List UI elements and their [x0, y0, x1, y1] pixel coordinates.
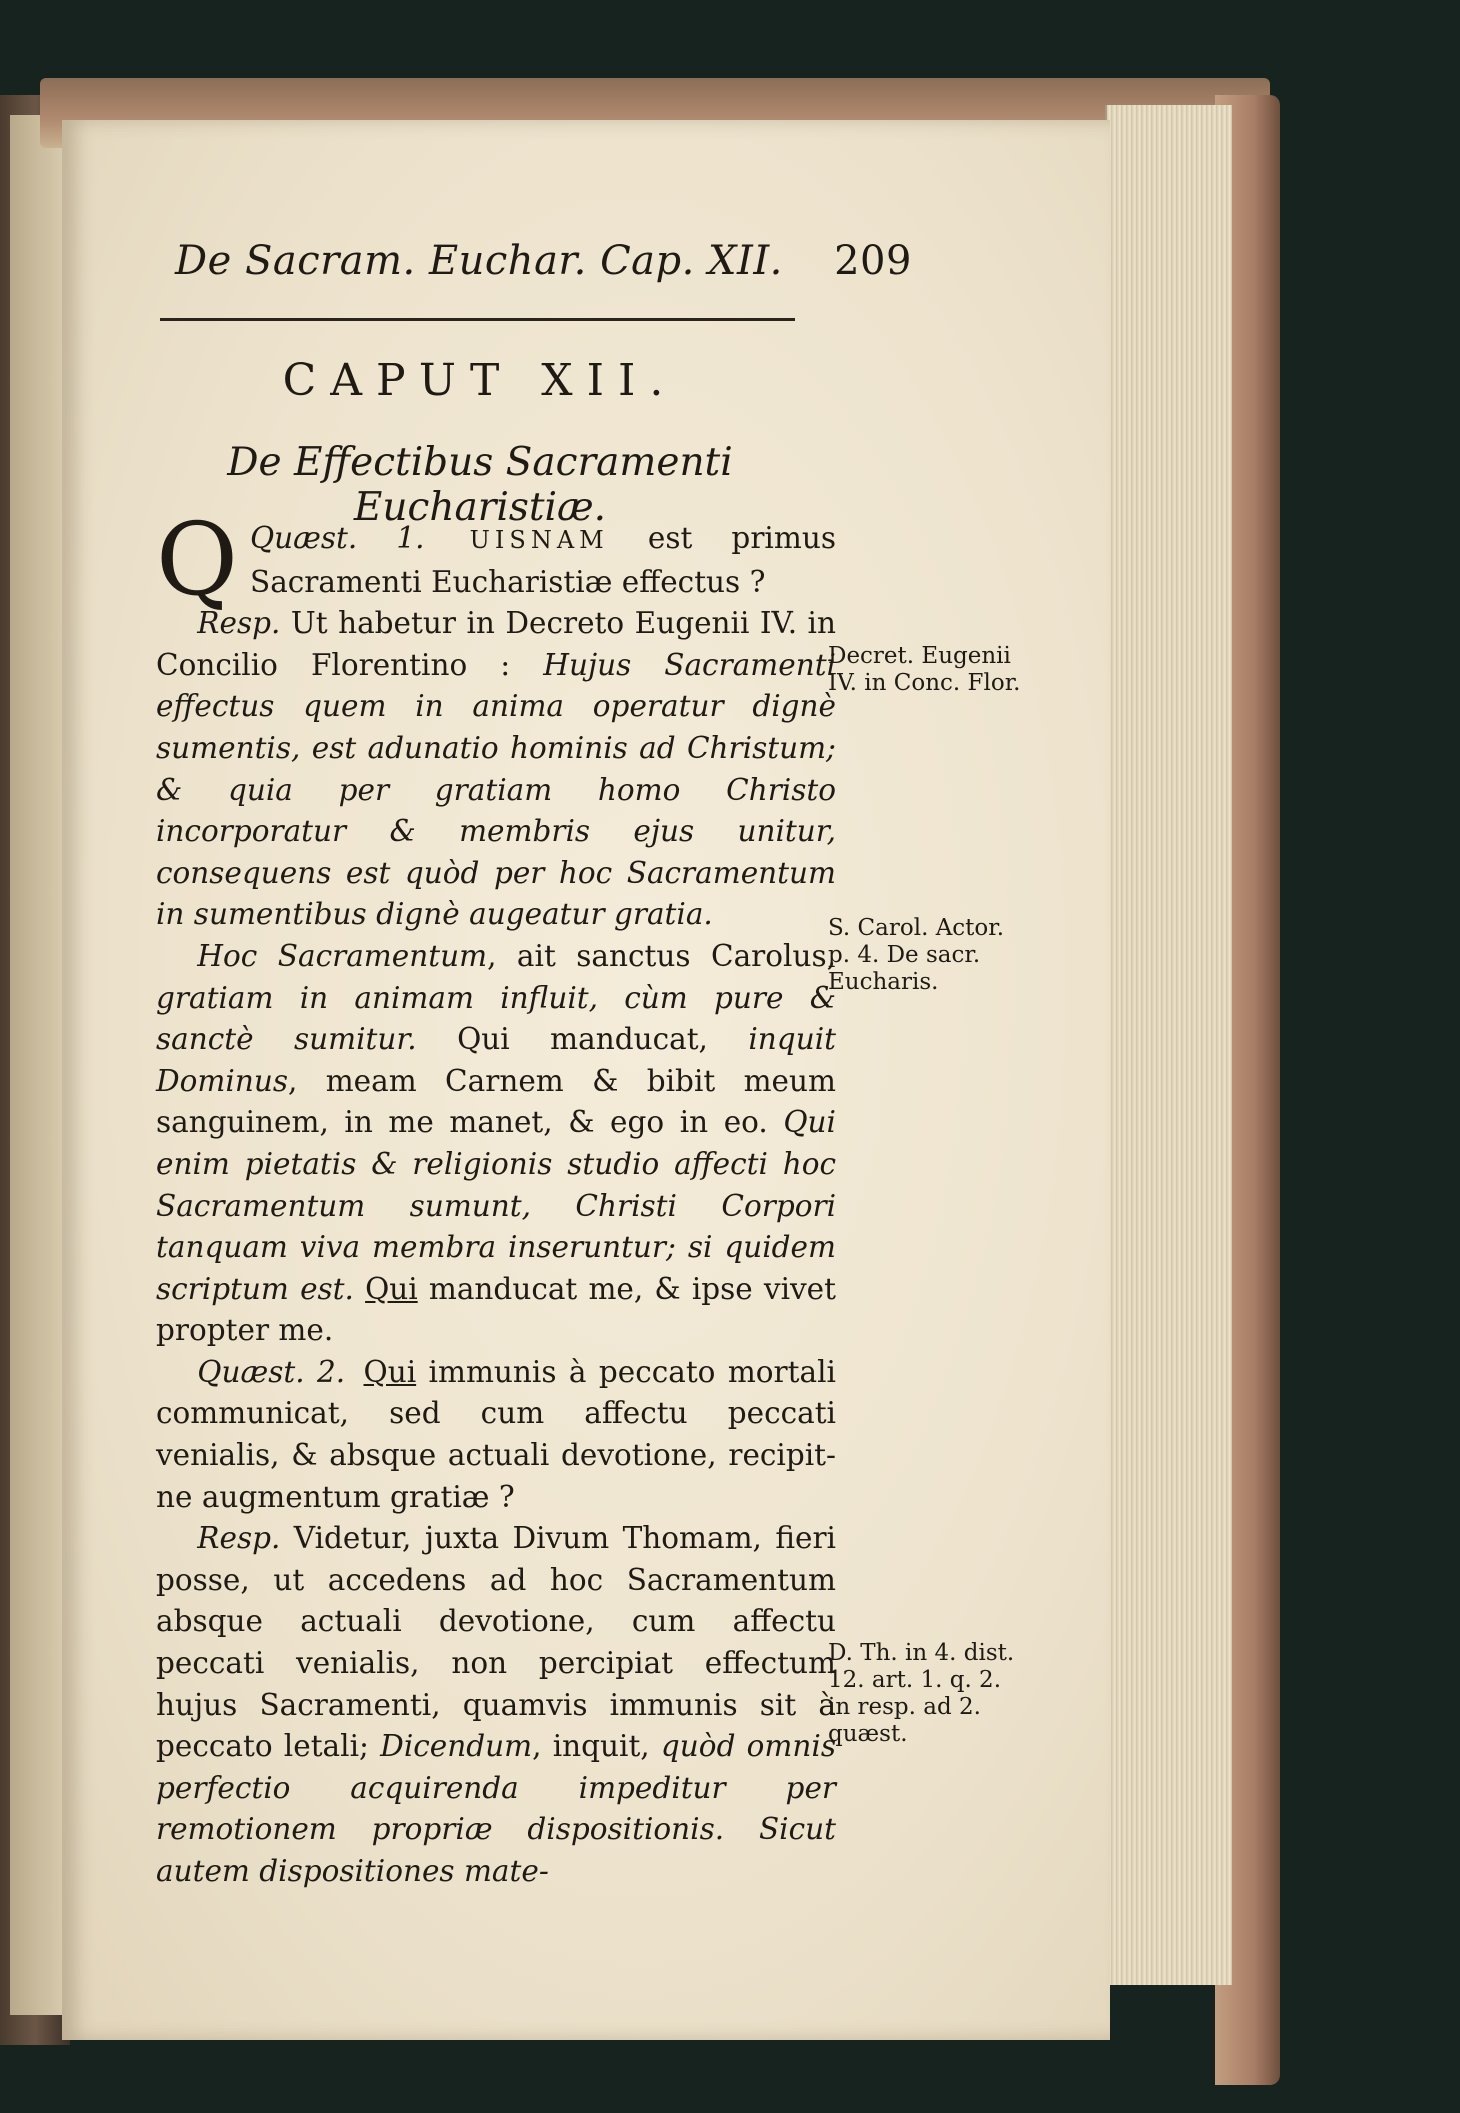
question-2-label: Quæst. 2.	[197, 1354, 346, 1389]
response-1-label: Resp.	[197, 606, 281, 641]
question-1-text: est primus Sacramenti Eucharistiæ effectus ?	[249, 521, 836, 599]
carolus-quote-1: Hoc Sacramentum	[197, 938, 488, 973]
manducat-word: manducat,	[550, 1022, 708, 1057]
dicendum-inquit: , inquit,	[532, 1729, 650, 1764]
drop-cap: Q	[156, 501, 238, 618]
header-rule	[160, 318, 795, 321]
body-text	[156, 501, 836, 1893]
qui-enim-quote: Qui enim pietatis & religionis studio affecti hoc Sacramentum sumunt, Christi Corpori tanquam viva membra inseruntur; si quidem scriptum est.	[156, 1105, 836, 1306]
response-2-label: Resp.	[197, 1521, 281, 1556]
question-2	[156, 1352, 836, 1518]
carolus-paragraph	[156, 936, 836, 1352]
running-head	[175, 238, 912, 284]
chapter-subtitle: De Effectibus Sacramenti Eucharistiæ.	[227, 440, 733, 530]
response-2-text: Videtur, juxta Divum Thomam, fieri posse, ut accedens ad hoc Sacramentum absque actuali devotione, cum affectu peccati venialis, non percipiat effectum hujus Sacramenti, quamvis immunis sit à peccato letali;	[156, 1521, 836, 1764]
margin-note-carolus: S. Carol. Actor. p. 4. De sacr. Eucharis.	[828, 915, 1005, 995]
response-1	[156, 603, 836, 936]
thomas-quote: quòd omnis perfectio acquirenda impeditur per remotionem propriæ dispositionis. Sicut autem dispositiones mate-	[156, 1729, 836, 1888]
qui-word-final: Qui	[365, 1271, 418, 1306]
smallcaps-word: UISNAM	[469, 526, 609, 554]
response-2	[156, 1518, 836, 1892]
question-1-label: Quæst. 1.	[249, 521, 425, 555]
carolus-quote-2: gratiam in animam influit, cùm pure & sanctè sumitur.	[156, 980, 836, 1057]
running-title: De Sacram. Euchar. Cap. XII.	[175, 238, 783, 284]
final-text: manducat me, & ipse vivet propter me.	[156, 1271, 836, 1348]
response-1-intro: Ut habetur in Decreto Eugenii IV. in Concilio Florentino :	[156, 606, 836, 682]
question-2-qui: Qui	[363, 1354, 417, 1389]
decree-quote: Hujus Sacramenti effectus quem in anima operatur dignè sumentis, est adunatio hominis ad Christum; & quia per gratiam homo Christo incorporatur & membris ejus unitur, consequens est quòd per hoc Sacramentum in sumentibus dignè augeatur gratia.	[156, 647, 836, 932]
qui-word: Qui	[457, 1022, 510, 1057]
dominus-text: , meam Carnem & bibit meum sanguinem, in me manet, & ego in eo.	[156, 1063, 836, 1140]
dicendum-word: Dicendum	[380, 1729, 533, 1764]
carolus-attribution: , ait sanctus Carolus,	[487, 938, 836, 973]
question-2-text: immunis à peccato mortali communicat, sed cum affectu peccati venialis, & absque actuali devotione, recipit-ne augmentum gratiæ ?	[156, 1354, 836, 1514]
question-1	[156, 501, 836, 618]
margin-note-decree: Decret. Eugenii IV. in Conc. Flor.	[828, 643, 1021, 696]
page-number: 209	[834, 238, 912, 284]
inquit-dominus: inquit Dominus	[156, 1022, 836, 1098]
page-edges-block	[1105, 105, 1232, 1985]
left-page-edge	[10, 115, 67, 2015]
margin-note-thomas: D. Th. in 4. dist. 12. art. 1. q. 2. in resp. ad 2. quæst.	[828, 1640, 1015, 1747]
chapter-heading: CAPUT XII.	[282, 355, 678, 406]
